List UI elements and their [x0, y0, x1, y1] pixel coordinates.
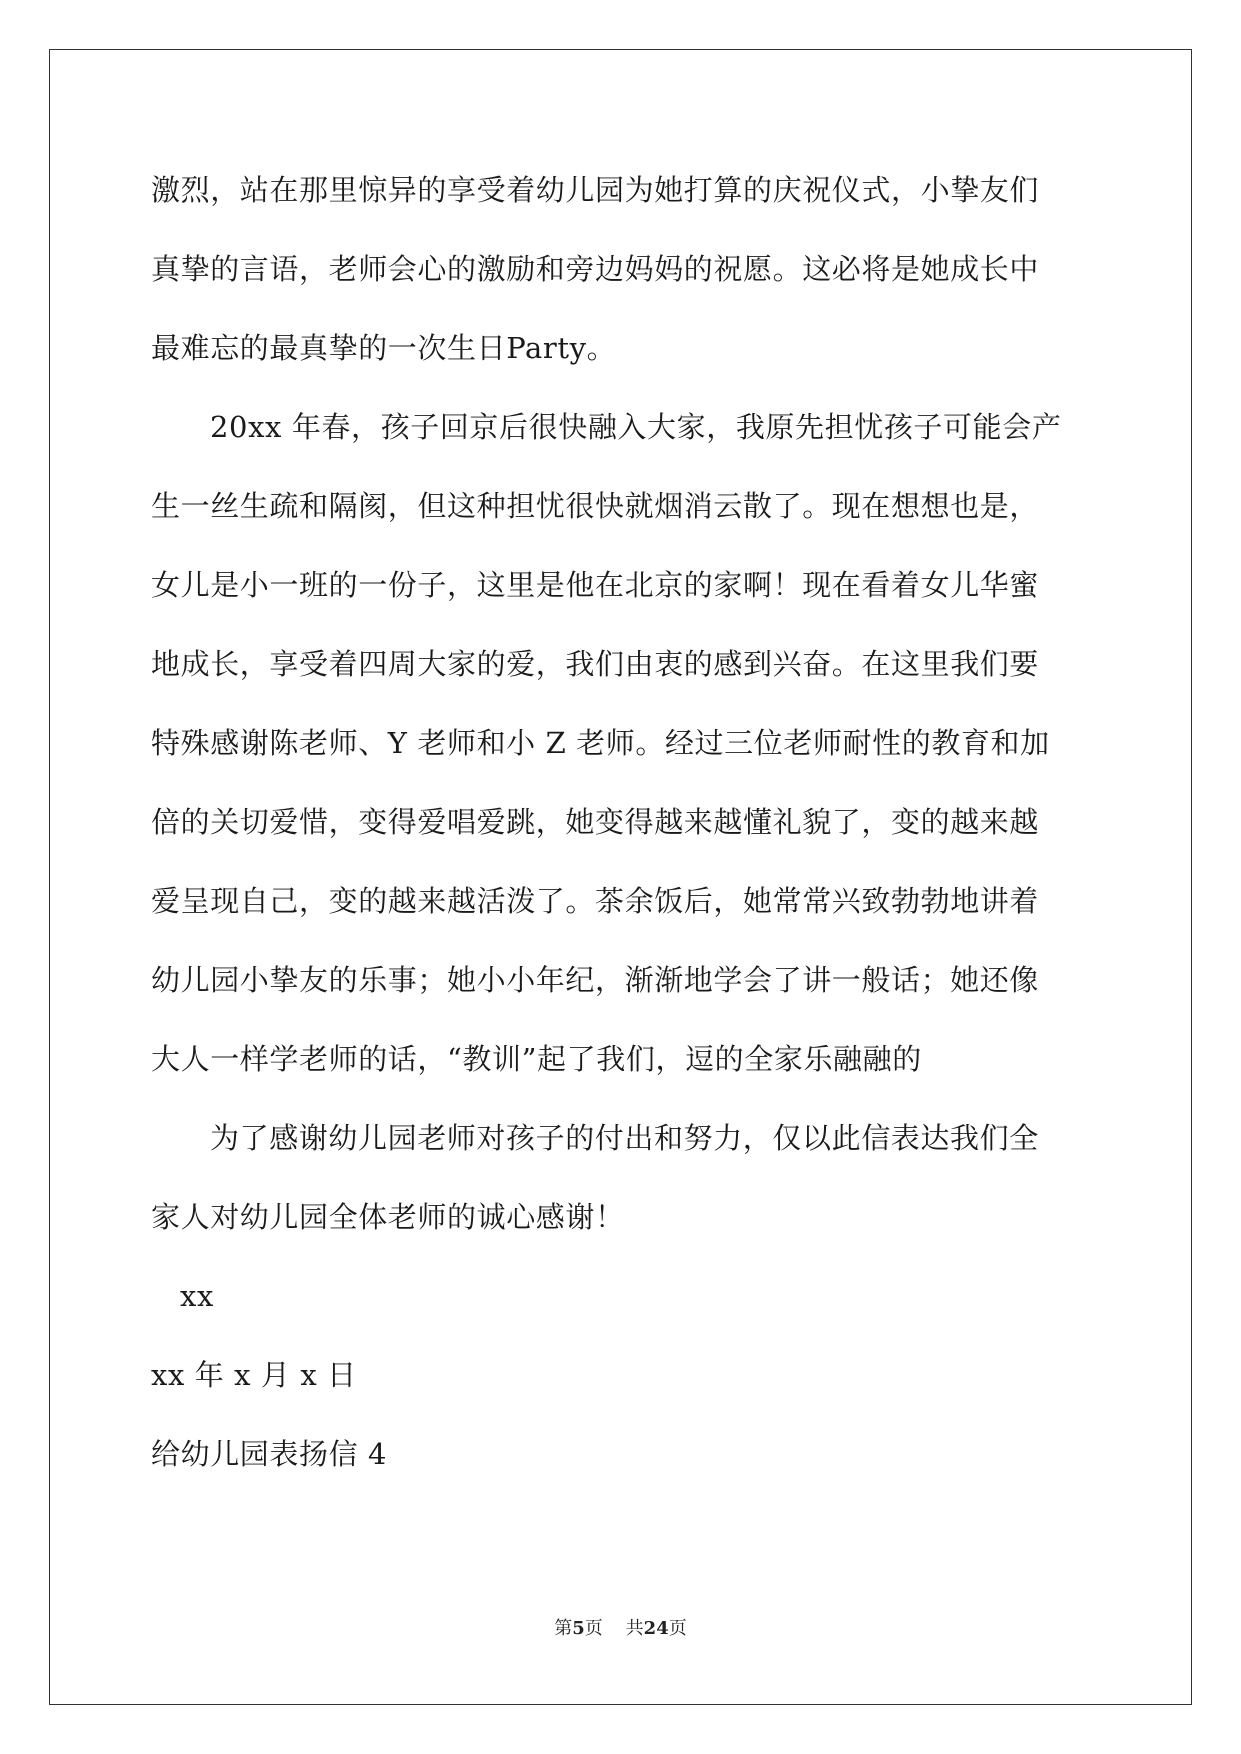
- body-text-line: 家人对幼儿园全体老师的诚心感谢！: [151, 1200, 625, 1234]
- signature-name: xx: [180, 1279, 214, 1313]
- total-pages-number: 24: [643, 1618, 669, 1639]
- footer-prefix: 第: [554, 1618, 573, 1639]
- body-text-line: 地成长，享受着四周大家的爱，我们由衷的感到兴奋。在这里我们要: [151, 647, 1040, 681]
- body-text-line: 真挚的言语，老师会心的激励和旁边妈妈的祝愿。这必将是她成长中: [151, 252, 1040, 286]
- body-text-line: 大人一样学老师的话，“教训”起了我们，逗的全家乐融融的: [151, 1042, 922, 1076]
- paragraph-start-line: 为了感谢幼儿园老师对孩子的付出和努力，仅以此信表达我们全: [210, 1121, 1039, 1155]
- body-text-line: 女儿是小一班的一份子，这里是他在北京的家啊！现在看着女儿华蜜: [151, 568, 1040, 602]
- current-page-number: 5: [572, 1618, 585, 1639]
- page-footer: [0, 1617, 1241, 1641]
- body-text-line: 生一丝生疏和隔阂，但这种担忧很快就烟消云散了。现在想想也是，: [151, 489, 1040, 523]
- body-text-line: 激烈，站在那里惊异的享受着幼儿园为她打算的庆祝仪式，小挚友们: [151, 173, 1040, 207]
- body-text-line: 幼儿园小挚友的乐事；她小小年纪，渐渐地学会了讲一般话；她还像: [151, 963, 1040, 997]
- body-text-line: 特殊感谢陈老师、Y 老师和小 Z 老师。经过三位老师耐性的教育和加: [151, 726, 1050, 760]
- footer-page-suffix: 页: [584, 1618, 603, 1639]
- footer-total-suffix: 页: [668, 1618, 687, 1639]
- signature-date: xx 年 x 月 x 日: [151, 1358, 357, 1392]
- footer-total-prefix: 共: [625, 1618, 644, 1639]
- body-text-line: 倍的关切爱惜，变得爱唱爱跳，她变得越来越懂礼貌了，变的越来越: [151, 805, 1040, 839]
- paragraph-start-line: 20xx 年春，孩子回京后很快融入大家，我原先担忧孩子可能会产: [210, 410, 1062, 444]
- body-text-line: 爱呈现自己，变的越来越活泼了。茶余饭后，她常常兴致勃勃地讲着: [151, 884, 1040, 918]
- section-heading: 给幼儿园表扬信 4: [151, 1437, 388, 1471]
- body-text-line: 最难忘的最真挚的一次生日Party。: [151, 331, 617, 365]
